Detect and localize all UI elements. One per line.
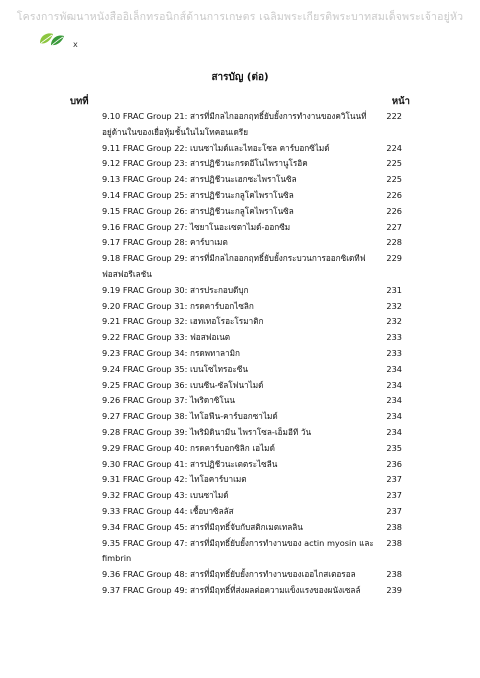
- toc-entry-page: 234: [386, 411, 402, 422]
- toc-entry-title: 9.19 FRAC Group 30: สารประกอบดีบุก: [102, 284, 249, 295]
- toc-entry[interactable]: [102, 141, 402, 157]
- page-header: โครงการพัฒนาหนังสืออิเล็กทรอนิกส์ด้านการเกษตร เฉลิมพระเกียรติพระบาทสมเด็จพระเจ้าอยู่หัว: [16, 11, 464, 23]
- logo-x-mark: x: [73, 39, 78, 49]
- toc-entry[interactable]: [102, 362, 402, 378]
- toc-entry[interactable]: [102, 425, 402, 441]
- toc-entry-title: 9.16 FRAC Group 27: ไซยาโนอะเซตาไมด์-ออกซีม: [102, 221, 291, 232]
- toc-entry[interactable]: [102, 251, 402, 283]
- toc-entry-page: 226: [386, 189, 402, 200]
- toc-entry[interactable]: [102, 567, 402, 583]
- toc-entry-page: 224: [386, 142, 402, 153]
- toc-entry-page: 226: [386, 205, 402, 216]
- toc-entry[interactable]: [102, 409, 402, 425]
- column-header-chapter: บทที่: [70, 96, 89, 107]
- toc-entry-page: 239: [386, 584, 402, 595]
- toc-entry[interactable]: [102, 488, 402, 504]
- toc-entry[interactable]: [102, 346, 402, 362]
- toc-entry[interactable]: [102, 441, 402, 457]
- toc-entry[interactable]: [102, 457, 402, 473]
- toc-entry-title: 9.31 FRAC Group 42: ไทโอคาร์บาเมต: [102, 474, 247, 485]
- logo: [38, 30, 78, 50]
- toc-entry[interactable]: [102, 583, 402, 599]
- toc-entry-title: 9.23 FRAC Group 34: กรดพทาลามิก: [102, 347, 241, 358]
- toc-entry-page: 225: [386, 174, 402, 185]
- toc-entry-title: 9.21 FRAC Group 32: เฮทเทอโรอะโรมาติก: [102, 316, 264, 327]
- toc-entry-title: 9.12 FRAC Group 23: สารปฏิชีวนะกรดอีโนไพรานูโรอิค: [102, 158, 308, 169]
- toc-entry-title: 9.15 FRAC Group 26: สารปฏิชีวนะกลูโคไพราโนซิล: [102, 205, 294, 216]
- toc-entry[interactable]: [102, 299, 402, 315]
- toc-entry-page: 225: [386, 158, 402, 169]
- toc-entry[interactable]: [102, 330, 402, 346]
- toc-entry-page: 234: [386, 426, 402, 437]
- toc-entry[interactable]: [102, 314, 402, 330]
- column-header-page: หน้า: [391, 96, 410, 107]
- toc-entry[interactable]: [102, 235, 402, 251]
- toc-entry-page: 236: [386, 458, 402, 469]
- toc-entry-title: 9.25 FRAC Group 36: เบนซีน-ซัลโฟนาไมด์: [102, 379, 264, 390]
- toc-entry-title: 9.36 FRAC Group 48: สารที่มีฤทธิ์ยับยั้งการทำงานของเออไกสเตอรอล: [102, 569, 356, 580]
- toc-entry-title: 9.24 FRAC Group 35: เบนโซไทรอะซีน: [102, 363, 248, 374]
- toc-entry[interactable]: [102, 109, 402, 141]
- toc-entry-page: 222: [386, 111, 402, 121]
- toc-entry-page: 231: [386, 284, 402, 295]
- toc-entry-title: 9.27 FRAC Group 38: ไทโอฟีน-คาร์บอกซาไมด์: [102, 411, 278, 422]
- toc-entry-title: 9.14 FRAC Group 25: สารปฏิชีวนะกลูโคไพราโนซิล: [102, 189, 294, 200]
- toc-entry-page: 227: [386, 221, 402, 232]
- toc-entry-page: 233: [386, 332, 402, 343]
- page-title: สารบัญ (ต่อ): [211, 72, 269, 83]
- toc-entry-title: 9.34 FRAC Group 45: สารที่มีฤทธิ์จับกับสติกเมตเทลลิน: [102, 521, 303, 532]
- toc-entry-page: 232: [386, 300, 402, 311]
- toc-entry-page: 234: [386, 379, 402, 390]
- toc-entry[interactable]: [102, 283, 402, 299]
- toc-entry-title: 9.33 FRAC Group 44: เชื้อบาซิลลัส: [102, 505, 234, 516]
- toc-entry-page: 237: [386, 490, 402, 501]
- toc-entry-title: 9.11 FRAC Group 22: เบนซาไมด์และไทอะโซล คาร์บอกซิไมด์: [102, 142, 330, 153]
- toc-list: [102, 109, 402, 599]
- toc-entry-page: 237: [386, 474, 402, 485]
- toc-entry[interactable]: [102, 472, 402, 488]
- toc-entry[interactable]: [102, 378, 402, 394]
- toc-entry-title: 9.28 FRAC Group 39: ไพริมิดินามีน ไพราโซล-เอ็มอีที วัน: [102, 426, 312, 437]
- toc-entry-title: 9.32 FRAC Group 43: เบนซาไมด์: [102, 490, 229, 501]
- toc-entry-page: 234: [386, 395, 402, 406]
- toc-entry-title: 9.35 FRAC Group 47: สารที่มีฤทธิ์ยับยั้งการทำงานของ actin myosin และ fimbrin: [102, 537, 374, 564]
- green-leaves-logo-icon: [38, 31, 66, 49]
- toc-entry-title: 9.17 FRAC Group 28: คาร์บาเมต: [102, 237, 228, 248]
- toc-entry-page: 233: [386, 347, 402, 358]
- toc-entry-page: 238: [386, 521, 402, 532]
- toc-entry-title: 9.20 FRAC Group 31: กรดคาร์บอกไซลิก: [102, 300, 254, 311]
- toc-entry[interactable]: [102, 220, 402, 236]
- toc-entry[interactable]: [102, 204, 402, 220]
- toc-entry-page: 235: [386, 442, 402, 453]
- toc-entry-page: 234: [386, 363, 402, 374]
- toc-entry[interactable]: [102, 393, 402, 409]
- toc-entry-page: 228: [386, 237, 402, 248]
- toc-entry[interactable]: [102, 156, 402, 172]
- toc-entry-page: 238: [386, 537, 402, 548]
- toc-entry-title: 9.13 FRAC Group 24: สารปฏิชีวนะเฮกซะไพราโนซิล: [102, 174, 297, 185]
- toc-entry[interactable]: [102, 504, 402, 520]
- toc-entry[interactable]: [102, 536, 402, 568]
- toc-entry-title: 9.10 FRAC Group 21: สารที่มีกลไกออกฤทธิ์ยับยั้งการทำงานของควิโนนที่อยู่ด้านในของเยื่อหุ้มชั้นในไมโทคอนเดรีย: [102, 111, 367, 137]
- toc-entry-title: 9.29 FRAC Group 40: กรดคาร์บอกซิลิก เอไมด์: [102, 442, 275, 453]
- toc-entry-title: 9.26 FRAC Group 37: ไพริดาซิโนน: [102, 395, 235, 406]
- toc-entry[interactable]: [102, 172, 402, 188]
- toc-entry[interactable]: [102, 188, 402, 204]
- toc-entry-title: 9.18 FRAC Group 29: สารที่มีกลไกออกฤทธิ์ยับยั้งกระบวนการออกซิเดทีฟ ฟอสฟอรีเลชัน: [102, 253, 366, 279]
- toc-entry-title: 9.30 FRAC Group 41: สารปฏิชีวนะเตตระไซลีน: [102, 458, 278, 469]
- toc-entry-page: 229: [386, 253, 402, 264]
- toc-entry[interactable]: [102, 520, 402, 536]
- toc-entry-page: 238: [386, 569, 402, 580]
- toc-entry-title: 9.37 FRAC Group 49: สารที่มีฤทธิ์ที่ส่งผลต่อความแข็งแรงของผนังเซลล์: [102, 584, 361, 595]
- toc-entry-page: 232: [386, 316, 402, 327]
- toc-entry-page: 237: [386, 505, 402, 516]
- toc-entry-title: 9.22 FRAC Group 33: ฟอสฟอเนต: [102, 332, 231, 343]
